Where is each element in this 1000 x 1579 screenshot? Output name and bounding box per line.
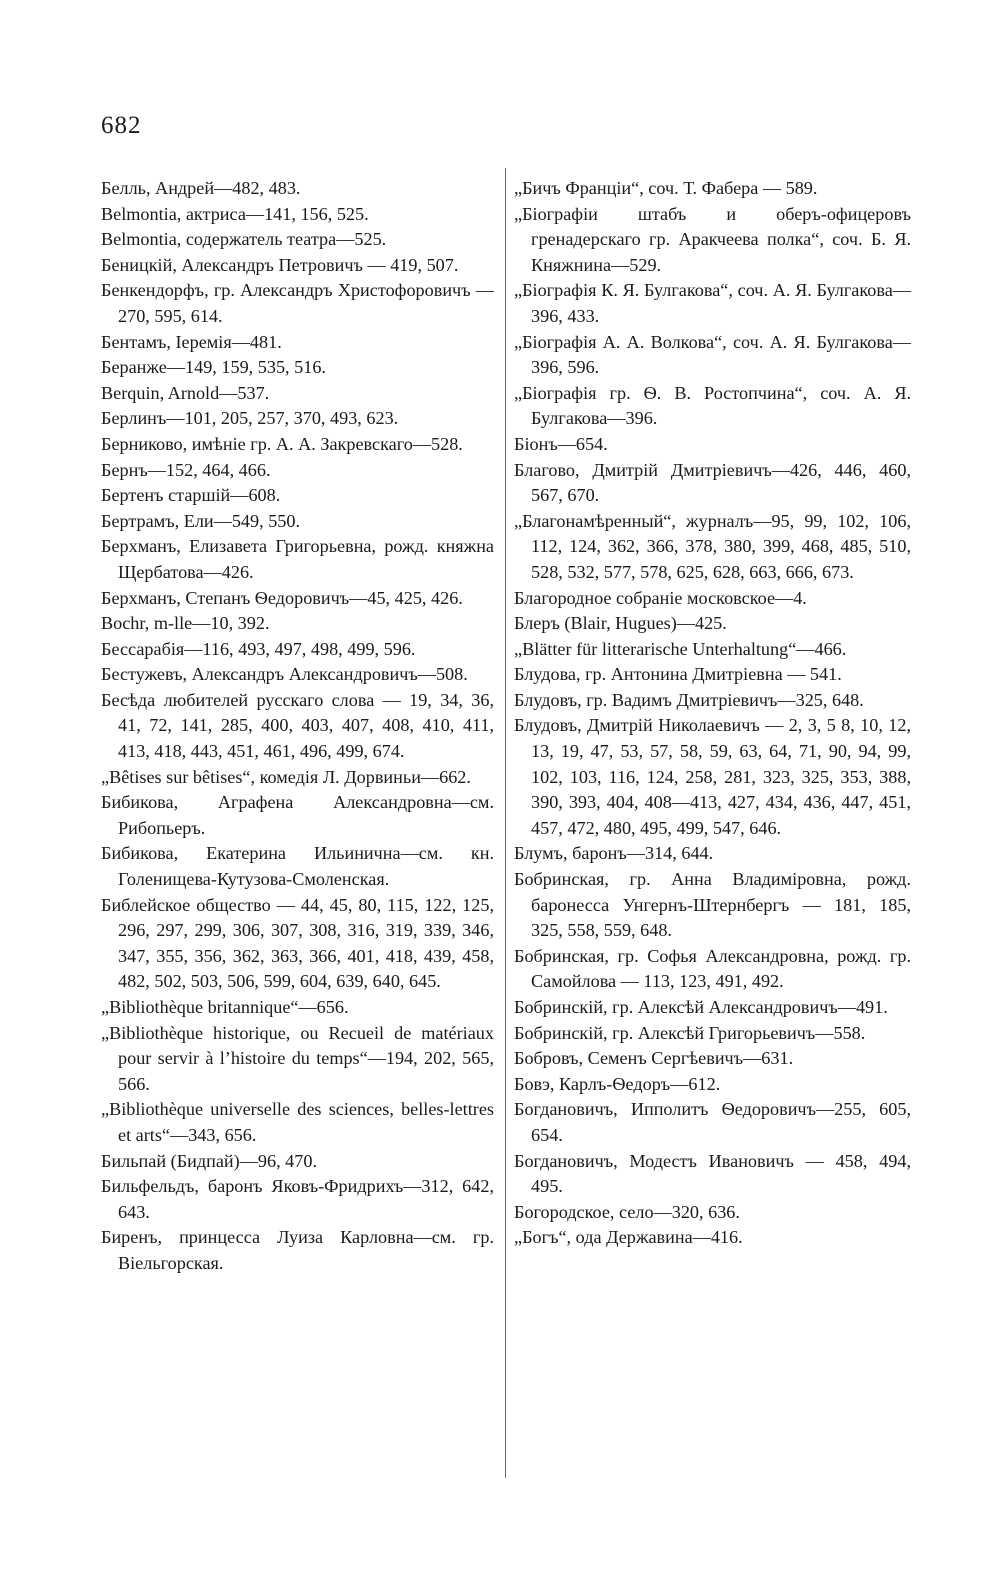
index-entry: Бестужевъ, Александръ Александровичъ—508. (101, 664, 468, 685)
index-entry: Биренъ, принцесса Луиза Карловна—см. гр. Віельгорская. (101, 1227, 494, 1273)
index-entry: Бобринскій, гр. Алексѣй Александровичъ—491. (514, 997, 888, 1017)
index-entry: Бенкендорфъ, гр. Александръ Христофоровичъ —270, 595, 614. (101, 280, 494, 326)
index-entry: Бессарабія—116, 493, 497, 498, 499, 596. (101, 638, 416, 659)
index-entry: Бентамъ, Іеремія—481. (101, 331, 282, 352)
index-entry: Блудовъ, Дмитрій Николаевичъ — 2, 3, 5 8, 10, 12, 13, 19, 47, 53, 57, 58, 59, 63, 64, 71, 90, 94, 99, 102, 103, 116, 124, 258, 281, 323, 325, 353, 388, 390, 393, 404, 408—413, 427, 434, 436, 447, 451, 457, 472, 480, 495, 499, 547, 646. (514, 715, 911, 838)
index-entry: Блудовъ, гр. Вадимъ Дмитріевичъ—325, 648. (514, 689, 864, 710)
index-entry: Благово, Дмитрій Дмитріевичъ—426, 446, 460, 567, 670. (514, 459, 911, 506)
index-entry: Бобровъ, Семенъ Сергѣевичъ—631. (514, 1048, 794, 1069)
index-entry: Berquin, Arnold—537. (101, 382, 270, 403)
index-entry: Бернъ—152, 464, 466. (101, 459, 271, 480)
index-entry: Богдановичъ, Ипполитъ Ѳедоровичъ—255, 605, 654. (514, 1099, 911, 1145)
index-entry: Біонъ—654. (514, 433, 608, 454)
index-entry: Бибикова, Аграфена Александровна—см. Рибопьеръ. (101, 792, 494, 838)
index-entry: „Богъ“, ода Державина—416. (514, 1227, 743, 1248)
index-entry: „Біографія А. А. Волкова“, соч. А. Я. Булгакова—396, 596. (514, 331, 911, 378)
index-entry: Беницкій, Александръ Петровичъ — 419, 507. (101, 254, 459, 275)
page-number: 682 (101, 112, 142, 139)
index-entry: „Bêtises sur bêtises“, комедія Л. Дорвиньи—662. (101, 766, 471, 787)
index-entry: Бильфельдъ, баронъ Яковъ-Фридрихъ—312, 642, 643. (101, 1176, 494, 1222)
index-entry: „Біографія К. Я. Булгакова“, соч. А. Я. Булгакова—396, 433. (514, 280, 911, 326)
index-entry: „Bibliothèque universelle des sciences, belles-lettres et arts“—343, 656. (101, 1099, 494, 1145)
index-column-right (514, 176, 911, 1251)
index-entry: „Біографія гр. Ѳ. В. Ростопчина“, соч. А. Я. Булгакова—396. (514, 382, 911, 429)
index-entry: Богородское, село—320, 636. (514, 1201, 740, 1222)
index-entry: Берниково, имѣніе гр. А. А. Закревскаго—528. (101, 433, 463, 454)
index-entry: Бобринская, гр. Софья Александровна, рожд. гр. Самойлова — 113, 123, 491, 492. (514, 945, 911, 992)
index-entry: „Бичъ Франціи“, соч. Т. Фабера — 589. (514, 178, 818, 198)
index-column-left (101, 176, 494, 1277)
index-entry: Бовэ, Карлъ-Ѳедоръ—612. (514, 1073, 721, 1094)
index-entry: Bochr, m-lle—10, 392. (101, 613, 270, 634)
index-entry: Бобринскій, гр. Алексѣй Григорьевичъ—558. (514, 1022, 866, 1043)
index-entry: „Bibliothèque historique, ou Recueil de matériaux pour servir à l’histoire du temps“—194, 202, 565, 566. (101, 1022, 494, 1094)
index-entry: Берхманъ, Елизавета Григорьевна, рожд. княжна Щербатова—426. (101, 536, 494, 582)
index-entry: Белль, Андрей—482, 483. (101, 178, 301, 198)
index-entry: Belmontia, актриса—141, 156, 525. (101, 203, 369, 224)
index-entry: „Біографіи штабъ и оберъ-офицеровъ гренадерскаго гр. Аракчеева полка“, соч. Б. Я. Княжнина—529. (514, 203, 911, 275)
index-entry: Бертенъ старшій—608. (101, 485, 281, 506)
index-entry: Берхманъ, Степанъ Ѳедоровичъ—45, 425, 426. (101, 587, 463, 608)
index-entry: Бобринская, гр. Анна Владиміровна, рожд. баронесса Унгернъ-Штернбергъ — 181, 185, 325, 558, 559, 648. (514, 869, 911, 941)
column-divider (505, 168, 506, 1478)
index-entry: „Благонамѣренный“, журналъ—95, 99, 102, 106, 112, 124, 362, 366, 378, 380, 399, 468, 485, 510, 528, 532, 577, 578, 625, 628, 663, 666, 673. (514, 510, 911, 582)
index-entry: Беранже—149, 159, 535, 516. (101, 357, 326, 378)
index-entry: Блеръ (Blair, Hugues)—425. (514, 613, 727, 634)
index-entry: Берлинъ—101, 205, 257, 370, 493, 623. (101, 408, 399, 429)
index-entry: Благородное собраніе московское—4. (514, 587, 807, 608)
index-entry: „Bibliothèque britannique“—656. (101, 997, 349, 1017)
index-entry: Бибикова, Екатерина Ильинична—см. кн. Голенищева-Кутузова-Смоленская. (101, 843, 494, 890)
index-entry: Библейское общество — 44, 45, 80, 115, 122, 125, 296, 297, 299, 306, 307, 308, 316, 319, 339, 346, 347, 355, 356, 362, 363, 366, 401, 418, 439, 458, 482, 502, 503, 506, 599, 604, 639, 640, 645. (101, 894, 494, 992)
index-entry: Бесѣда любителей русскаго слова — 19, 34, 36, 41, 72, 141, 285, 400, 403, 407, 408, 410, 411, 413, 418, 443, 451, 461, 496, 499, 674. (101, 689, 494, 762)
index-entry: Бертрамъ, Ели—549, 550. (101, 510, 301, 531)
index-entry: „Blätter für litterarische Unterhaltung“—466. (514, 638, 847, 659)
index-entry: Блумъ, баронъ—314, 644. (514, 843, 714, 864)
index-entry: Богдановичъ, Модестъ Ивановичъ — 458, 494, 495. (514, 1150, 911, 1197)
index-entry: Блудова, гр. Антонина Дмитріевна — 541. (514, 664, 842, 685)
index-entry: Belmontia, содержатель театра—525. (101, 229, 387, 250)
index-entry: Бильпай (Бидпай)—96, 470. (101, 1150, 318, 1171)
